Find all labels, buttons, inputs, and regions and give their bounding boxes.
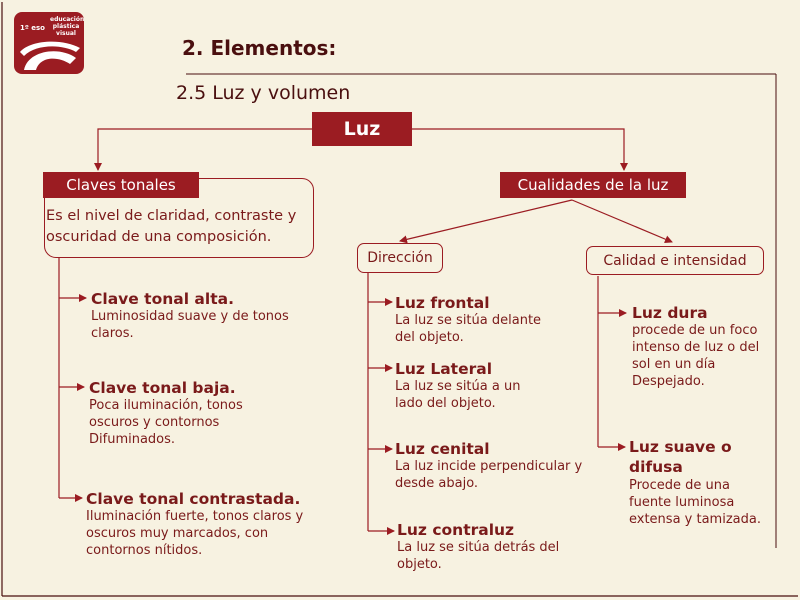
item-text: La luz se sitúa delante del objeto. — [395, 313, 542, 345]
luz-cenital-item — [395, 440, 591, 492]
calidad-label: Calidad e intensidad — [586, 246, 764, 275]
item-text: Luminosidad suave y de tonos claros. — [91, 309, 289, 341]
logo-badge: 1º eso — [20, 24, 45, 32]
item-text: La luz incide perpendicular y desde abajo. — [395, 459, 583, 491]
cualidades-label: Cualidades de la luz — [500, 172, 686, 198]
luz-dura-item — [632, 304, 774, 390]
luz-suave-item — [629, 437, 775, 528]
item-title: Luz cenital — [395, 440, 490, 458]
item-text: La luz se sitúa detrás del objeto. — [397, 540, 560, 572]
item-title: Luz Lateral — [395, 360, 493, 378]
item-text: La luz se sitúa a un lado del objeto. — [395, 379, 521, 411]
luz-frontal-item — [395, 294, 565, 346]
clave-alta-item — [91, 290, 291, 342]
page-title: 2. Elementos: — [182, 36, 337, 60]
logo — [14, 12, 84, 74]
item-title: Luz contraluz — [397, 521, 515, 539]
item-title: Luz suave o difusa — [629, 438, 732, 476]
clave-baja-item — [89, 379, 279, 448]
page-subtitle: 2.5 Luz y volumen — [176, 82, 351, 104]
item-title: Clave tonal baja. — [89, 379, 236, 397]
claves-description: Es el nivel de claridad, contraste y oscuridad de una composición. — [46, 208, 297, 245]
item-title: Clave tonal alta. — [91, 290, 234, 308]
item-text: Iluminación fuerte, tonos claros y oscuros muy marcados, con contornos nítidos. — [86, 509, 304, 558]
item-title: Clave tonal contrastada. — [86, 490, 301, 508]
item-text: Poca iluminación, tonos oscuros y contornos Difuminados. — [89, 398, 243, 447]
clave-contrastada-item — [86, 490, 322, 559]
luz-contraluz-item — [397, 521, 583, 573]
item-text: procede de un foco intenso de luz o del sol en un día Despejado. — [632, 323, 760, 389]
item-title: Luz dura — [632, 304, 708, 322]
item-title: Luz frontal — [395, 294, 490, 312]
luz-lateral-item — [395, 360, 545, 412]
root-node-luz: Luz — [312, 112, 412, 146]
direccion-label: Dirección — [357, 243, 443, 273]
logo-text: educación plástica visual — [50, 16, 84, 37]
claves-tonales-label: Claves tonales — [43, 172, 199, 198]
item-text: Procede de una fuente luminosa extensa y tamizada. — [629, 478, 761, 527]
